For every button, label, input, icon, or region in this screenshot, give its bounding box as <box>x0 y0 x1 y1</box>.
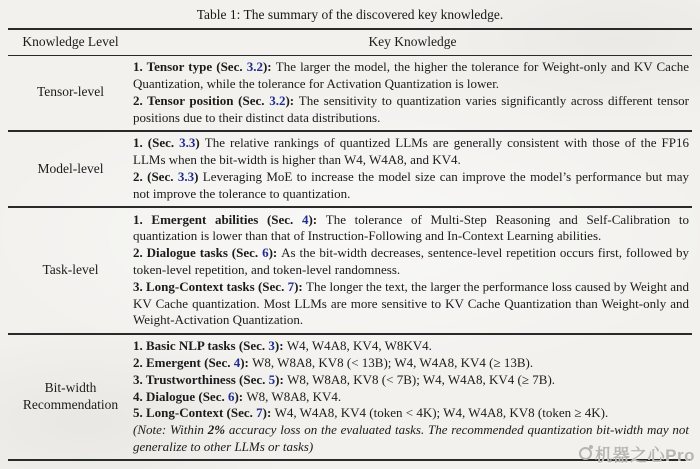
text-segment: Leveraging MoE to increase the model size can improve the model’s performance but may not improve the tolerance to quantization. <box>133 169 689 201</box>
text-segment: The larger the model, the higher the tolerance for Weight-only and KV Cache Quantization, while the tolerance for Activation Quantization is lower. <box>133 59 689 92</box>
text-segment: ): <box>234 388 247 404</box>
section-ref-link[interactable]: 6 <box>262 245 269 261</box>
key-knowledge-item <box>133 93 689 127</box>
watermark-text: 机器之心Pro <box>595 446 695 465</box>
knowledge-level-cell: Model-level <box>37 160 104 176</box>
header-knowledge-level: Knowledge Level <box>22 34 119 49</box>
knowledge-level-cell: Task-level <box>42 262 99 278</box>
text-segment: accuracy loss on the evaluated tasks. The recommended quantization bit-width may not generalize to other LLMs or tasks) <box>133 422 689 455</box>
text-segment: ): <box>274 338 287 354</box>
key-knowledge-item <box>133 405 689 422</box>
knowledge-level-cell: Bit-width Recommendation <box>22 380 119 413</box>
text-segment: W8, W8A8, KV8 (< 7B); W4, W4A8, KV4 (≥ 7B). <box>287 371 556 387</box>
text-segment: The tolerance of Multi-Step Reasoning and Self-Calibration to quantization is lower than that of Instruction-Following and In-Context Learning abilities. <box>133 211 689 244</box>
key-knowledge-item <box>133 355 689 372</box>
section-ref-link[interactable]: 7 <box>256 405 263 421</box>
section-ref-link[interactable]: 3 <box>268 338 275 354</box>
table-body <box>8 56 692 462</box>
key-knowledge-item <box>133 372 689 389</box>
text-segment: 2. Dialogue tasks (Sec. <box>133 245 263 261</box>
section-ref-link[interactable]: 3.2 <box>246 59 263 75</box>
key-knowledge-item <box>133 169 689 203</box>
text-segment: ): <box>262 59 276 75</box>
section-ref-link[interactable]: 3.2 <box>269 92 286 108</box>
table-header-row <box>8 30 692 56</box>
text-segment: 2. Emergent (Sec. <box>133 355 234 371</box>
text-segment: ) <box>195 135 205 151</box>
text-segment: ): <box>240 355 253 371</box>
text-segment: W8, W8A8, KV4. <box>246 388 342 404</box>
text-segment: ): <box>268 245 282 261</box>
text-segment: The longer the text, the larger the performance loss caused by Weight and KV Cache quantization. Most LLMs are more sensitive to KV Cache Quantization than Weight-only and Weight-Activation Quantization. <box>133 278 689 328</box>
text-segment: ): <box>262 405 275 421</box>
key-knowledge-item <box>133 135 689 169</box>
watermark <box>579 441 695 466</box>
section-ref-link[interactable]: 4 <box>301 211 309 227</box>
text-segment: W4, W4A8, KV4 (token < 4K); W4, W4A8, KV8 (token ≥ 4K). <box>274 405 609 421</box>
machine-heart-logo-icon <box>579 447 592 460</box>
summary-table <box>8 28 692 461</box>
key-knowledge-item <box>133 59 689 93</box>
table-row <box>8 132 692 208</box>
text-segment: ): <box>294 278 306 294</box>
key-knowledge-item <box>133 212 689 246</box>
text-segment: ) <box>194 169 203 185</box>
key-knowledge-item <box>133 279 689 329</box>
table-row <box>8 56 692 132</box>
text-segment: 2% <box>207 422 226 438</box>
section-ref-link[interactable]: 4 <box>233 355 241 371</box>
section-ref-link[interactable]: 6 <box>227 388 235 404</box>
text-segment: 1. Tensor type (Sec. <box>133 59 247 75</box>
key-knowledge-cell <box>133 135 692 202</box>
section-ref-link[interactable]: 3.3 <box>177 169 195 185</box>
text-segment: 3. Long-Context tasks (Sec. <box>133 278 288 294</box>
text-segment: 3. Trustworthiness (Sec. <box>133 371 269 387</box>
table-caption: Table 1: The summary of the discovered key knowledge. <box>196 7 504 22</box>
text-segment: ): <box>275 371 288 387</box>
text-segment: 4. Dialogue (Sec. <box>133 388 228 404</box>
key-knowledge-cell <box>133 212 692 330</box>
key-knowledge-item <box>133 389 689 406</box>
text-segment: W8, W8A8, KV8 (< 13B); W4, W4A8, KV4 (≥ 13B). <box>252 355 534 371</box>
text-segment: The relative rankings of quantized LLMs are generally consistent with those of the FP16 LLMs when the bit-width is higher than W4, W4A8, and KV4. <box>133 135 689 168</box>
text-segment: 5. Long-Context (Sec. <box>133 405 257 421</box>
text-segment: 1. (Sec. <box>133 135 180 151</box>
text-segment: ): <box>285 92 299 108</box>
text-segment: 2. Tensor position (Sec. <box>133 92 270 108</box>
text-segment: ): <box>308 211 326 227</box>
key-knowledge-cell <box>133 338 692 456</box>
text-segment: The sensitivity to quantization varies significantly across different tensor positions due to their distinct data distributions. <box>133 92 689 125</box>
text-segment: (Note: Within <box>133 422 208 438</box>
text-segment: As the bit-width decreases, sentence-level repetition occurs first, followed by token-level repetition, and token-level randomness. <box>133 245 689 278</box>
table-row <box>8 208 692 335</box>
section-ref-link[interactable]: 7 <box>287 278 295 294</box>
section-ref-link[interactable]: 5 <box>268 371 276 387</box>
key-knowledge-item <box>133 245 689 279</box>
text-segment: 2. (Sec. <box>133 169 178 185</box>
key-knowledge-item <box>133 338 689 355</box>
text-segment: 1. Emergent abilities (Sec. <box>133 211 302 227</box>
key-knowledge-cell <box>133 59 692 126</box>
knowledge-level-cell: Tensor-level <box>36 84 104 100</box>
header-key-knowledge: Key Knowledge <box>368 34 457 50</box>
text-segment: W4, W4A8, KV4, W8KV4. <box>286 338 432 354</box>
text-segment: 1. Basic NLP tasks (Sec. <box>133 338 269 354</box>
section-ref-link[interactable]: 3.3 <box>179 135 196 151</box>
